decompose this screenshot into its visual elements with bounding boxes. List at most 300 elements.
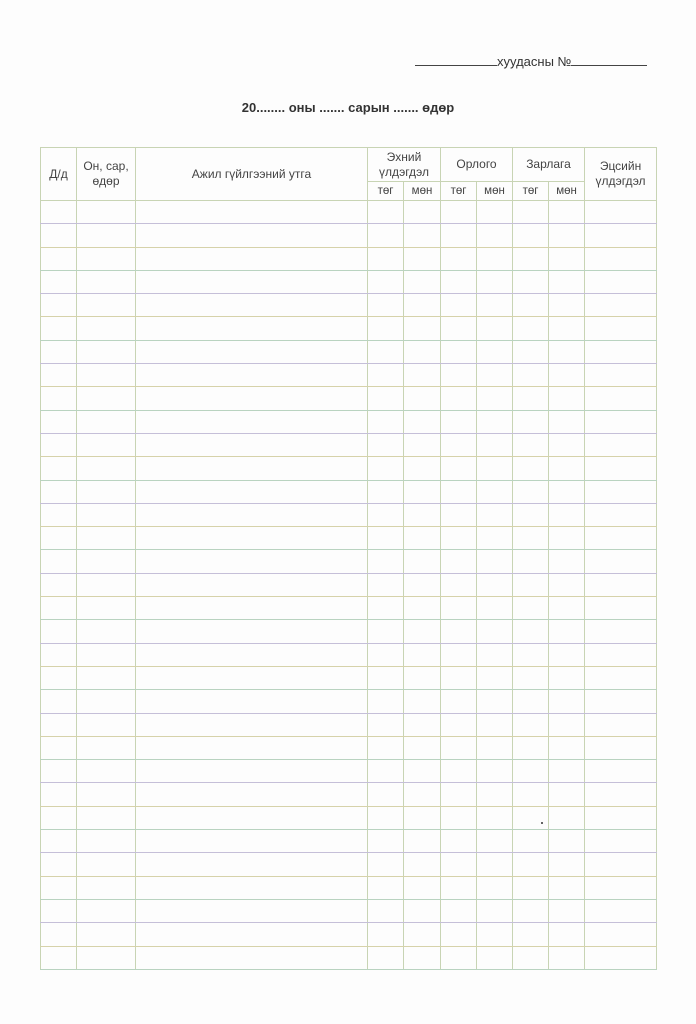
cell-opening-mungu[interactable] <box>404 690 441 713</box>
cell-date[interactable] <box>77 597 136 620</box>
cell-expense-tugrug[interactable] <box>513 270 549 293</box>
cell-opening-tugrug[interactable] <box>368 433 404 456</box>
cell-income-tugrug[interactable] <box>441 433 477 456</box>
cell-expense-tugrug[interactable] <box>513 713 549 736</box>
cell-description[interactable] <box>136 294 368 317</box>
cell-expense-tugrug[interactable] <box>513 247 549 270</box>
cell-description[interactable] <box>136 270 368 293</box>
cell-date[interactable] <box>77 247 136 270</box>
cell-expense-mungu[interactable] <box>549 666 585 689</box>
cell-date[interactable] <box>77 923 136 946</box>
cell-description[interactable] <box>136 597 368 620</box>
cell-income-mungu[interactable] <box>477 387 513 410</box>
cell-date[interactable] <box>77 830 136 853</box>
cell-expense-tugrug[interactable] <box>513 666 549 689</box>
cell-income-mungu[interactable] <box>477 760 513 783</box>
cell-opening-tugrug[interactable] <box>368 503 404 526</box>
cell-description[interactable] <box>136 690 368 713</box>
cell-expense-tugrug[interactable] <box>513 923 549 946</box>
cell-description[interactable] <box>136 340 368 363</box>
cell-closing-balance[interactable] <box>585 457 657 480</box>
cell-expense-mungu[interactable] <box>549 946 585 969</box>
cell-expense-mungu[interactable] <box>549 224 585 247</box>
cell-opening-mungu[interactable] <box>404 503 441 526</box>
cell-no[interactable] <box>41 317 77 340</box>
cell-expense-mungu[interactable] <box>549 573 585 596</box>
cell-opening-tugrug[interactable] <box>368 387 404 410</box>
cell-description[interactable] <box>136 643 368 666</box>
cell-date[interactable] <box>77 899 136 922</box>
cell-income-mungu[interactable] <box>477 690 513 713</box>
cell-income-tugrug[interactable] <box>441 527 477 550</box>
cell-date[interactable] <box>77 527 136 550</box>
cell-expense-tugrug[interactable] <box>513 853 549 876</box>
cell-opening-mungu[interactable] <box>404 387 441 410</box>
cell-income-mungu[interactable] <box>477 597 513 620</box>
cell-opening-mungu[interactable] <box>404 666 441 689</box>
cell-date[interactable] <box>77 643 136 666</box>
cell-opening-tugrug[interactable] <box>368 806 404 829</box>
cell-date[interactable] <box>77 201 136 224</box>
cell-description[interactable] <box>136 736 368 759</box>
cell-closing-balance[interactable] <box>585 923 657 946</box>
cell-income-mungu[interactable] <box>477 503 513 526</box>
cell-description[interactable] <box>136 573 368 596</box>
cell-expense-mungu[interactable] <box>549 270 585 293</box>
cell-no[interactable] <box>41 876 77 899</box>
cell-opening-mungu[interactable] <box>404 620 441 643</box>
cell-expense-tugrug[interactable] <box>513 387 549 410</box>
cell-no[interactable] <box>41 713 77 736</box>
cell-no[interactable] <box>41 387 77 410</box>
cell-expense-mungu[interactable] <box>549 201 585 224</box>
cell-expense-mungu[interactable] <box>549 783 585 806</box>
cell-no[interactable] <box>41 201 77 224</box>
cell-no[interactable] <box>41 643 77 666</box>
cell-opening-mungu[interactable] <box>404 597 441 620</box>
cell-expense-mungu[interactable] <box>549 806 585 829</box>
cell-income-tugrug[interactable] <box>441 690 477 713</box>
cell-expense-tugrug[interactable] <box>513 899 549 922</box>
cell-expense-tugrug[interactable] <box>513 340 549 363</box>
cell-no[interactable] <box>41 294 77 317</box>
cell-income-mungu[interactable] <box>477 946 513 969</box>
cell-date[interactable] <box>77 573 136 596</box>
cell-closing-balance[interactable] <box>585 853 657 876</box>
cell-income-tugrug[interactable] <box>441 620 477 643</box>
cell-no[interactable] <box>41 946 77 969</box>
cell-income-mungu[interactable] <box>477 340 513 363</box>
cell-opening-mungu[interactable] <box>404 643 441 666</box>
cell-closing-balance[interactable] <box>585 760 657 783</box>
cell-opening-tugrug[interactable] <box>368 666 404 689</box>
cell-income-mungu[interactable] <box>477 736 513 759</box>
cell-closing-balance[interactable] <box>585 690 657 713</box>
cell-description[interactable] <box>136 923 368 946</box>
cell-opening-mungu[interactable] <box>404 317 441 340</box>
cell-closing-balance[interactable] <box>585 247 657 270</box>
cell-expense-tugrug[interactable] <box>513 410 549 433</box>
cell-closing-balance[interactable] <box>585 294 657 317</box>
cell-income-mungu[interactable] <box>477 899 513 922</box>
cell-no[interactable] <box>41 340 77 363</box>
cell-closing-balance[interactable] <box>585 201 657 224</box>
cell-date[interactable] <box>77 364 136 387</box>
cell-date[interactable] <box>77 410 136 433</box>
cell-closing-balance[interactable] <box>585 224 657 247</box>
cell-expense-tugrug[interactable] <box>513 620 549 643</box>
cell-description[interactable] <box>136 317 368 340</box>
cell-opening-tugrug[interactable] <box>368 923 404 946</box>
cell-opening-tugrug[interactable] <box>368 830 404 853</box>
cell-income-tugrug[interactable] <box>441 503 477 526</box>
cell-expense-mungu[interactable] <box>549 247 585 270</box>
cell-opening-mungu[interactable] <box>404 736 441 759</box>
cell-income-mungu[interactable] <box>477 620 513 643</box>
cell-no[interactable] <box>41 923 77 946</box>
cell-closing-balance[interactable] <box>585 573 657 596</box>
cell-closing-balance[interactable] <box>585 503 657 526</box>
cell-description[interactable] <box>136 666 368 689</box>
cell-income-tugrug[interactable] <box>441 736 477 759</box>
cell-opening-tugrug[interactable] <box>368 480 404 503</box>
cell-opening-tugrug[interactable] <box>368 620 404 643</box>
cell-opening-mungu[interactable] <box>404 713 441 736</box>
cell-closing-balance[interactable] <box>585 899 657 922</box>
cell-no[interactable] <box>41 573 77 596</box>
cell-expense-mungu[interactable] <box>549 923 585 946</box>
cell-date[interactable] <box>77 806 136 829</box>
cell-income-mungu[interactable] <box>477 317 513 340</box>
cell-opening-tugrug[interactable] <box>368 247 404 270</box>
cell-income-mungu[interactable] <box>477 573 513 596</box>
cell-expense-mungu[interactable] <box>549 527 585 550</box>
cell-income-tugrug[interactable] <box>441 713 477 736</box>
cell-opening-tugrug[interactable] <box>368 457 404 480</box>
cell-no[interactable] <box>41 550 77 573</box>
cell-expense-mungu[interactable] <box>549 317 585 340</box>
cell-closing-balance[interactable] <box>585 783 657 806</box>
cell-expense-tugrug[interactable] <box>513 201 549 224</box>
cell-no[interactable] <box>41 480 77 503</box>
cell-no[interactable] <box>41 620 77 643</box>
cell-opening-mungu[interactable] <box>404 270 441 293</box>
cell-income-mungu[interactable] <box>477 830 513 853</box>
cell-opening-tugrug[interactable] <box>368 876 404 899</box>
cell-income-tugrug[interactable] <box>441 550 477 573</box>
cell-description[interactable] <box>136 433 368 456</box>
cell-expense-tugrug[interactable] <box>513 503 549 526</box>
cell-income-tugrug[interactable] <box>441 760 477 783</box>
cell-income-mungu[interactable] <box>477 201 513 224</box>
cell-expense-tugrug[interactable] <box>513 457 549 480</box>
cell-income-tugrug[interactable] <box>441 876 477 899</box>
cell-expense-mungu[interactable] <box>549 480 585 503</box>
cell-income-tugrug[interactable] <box>441 853 477 876</box>
cell-income-tugrug[interactable] <box>441 643 477 666</box>
cell-description[interactable] <box>136 387 368 410</box>
cell-date[interactable] <box>77 876 136 899</box>
cell-opening-tugrug[interactable] <box>368 201 404 224</box>
cell-no[interactable] <box>41 270 77 293</box>
cell-opening-mungu[interactable] <box>404 830 441 853</box>
cell-description[interactable] <box>136 247 368 270</box>
cell-opening-tugrug[interactable] <box>368 690 404 713</box>
cell-date[interactable] <box>77 783 136 806</box>
cell-income-mungu[interactable] <box>477 713 513 736</box>
cell-expense-mungu[interactable] <box>549 294 585 317</box>
cell-opening-mungu[interactable] <box>404 247 441 270</box>
cell-description[interactable] <box>136 527 368 550</box>
cell-opening-mungu[interactable] <box>404 876 441 899</box>
cell-expense-tugrug[interactable] <box>513 760 549 783</box>
cell-opening-mungu[interactable] <box>404 480 441 503</box>
cell-date[interactable] <box>77 294 136 317</box>
cell-income-tugrug[interactable] <box>441 317 477 340</box>
cell-no[interactable] <box>41 830 77 853</box>
cell-expense-mungu[interactable] <box>549 364 585 387</box>
cell-income-mungu[interactable] <box>477 806 513 829</box>
cell-income-tugrug[interactable] <box>441 387 477 410</box>
cell-no[interactable] <box>41 760 77 783</box>
cell-opening-tugrug[interactable] <box>368 643 404 666</box>
cell-description[interactable] <box>136 457 368 480</box>
cell-opening-mungu[interactable] <box>404 946 441 969</box>
cell-income-tugrug[interactable] <box>441 294 477 317</box>
cell-expense-mungu[interactable] <box>549 690 585 713</box>
cell-expense-tugrug[interactable] <box>513 597 549 620</box>
cell-opening-mungu[interactable] <box>404 340 441 363</box>
cell-income-mungu[interactable] <box>477 457 513 480</box>
cell-date[interactable] <box>77 853 136 876</box>
cell-opening-mungu[interactable] <box>404 410 441 433</box>
cell-expense-mungu[interactable] <box>549 550 585 573</box>
cell-no[interactable] <box>41 364 77 387</box>
cell-no[interactable] <box>41 527 77 550</box>
cell-opening-mungu[interactable] <box>404 760 441 783</box>
cell-opening-tugrug[interactable] <box>368 270 404 293</box>
cell-expense-tugrug[interactable] <box>513 876 549 899</box>
cell-closing-balance[interactable] <box>585 550 657 573</box>
cell-opening-mungu[interactable] <box>404 550 441 573</box>
cell-expense-mungu[interactable] <box>549 387 585 410</box>
cell-opening-tugrug[interactable] <box>368 946 404 969</box>
cell-date[interactable] <box>77 433 136 456</box>
cell-opening-mungu[interactable] <box>404 923 441 946</box>
cell-income-tugrug[interactable] <box>441 247 477 270</box>
cell-no[interactable] <box>41 853 77 876</box>
cell-opening-tugrug[interactable] <box>368 760 404 783</box>
cell-income-mungu[interactable] <box>477 364 513 387</box>
cell-description[interactable] <box>136 201 368 224</box>
cell-no[interactable] <box>41 224 77 247</box>
cell-date[interactable] <box>77 690 136 713</box>
cell-closing-balance[interactable] <box>585 876 657 899</box>
cell-date[interactable] <box>77 666 136 689</box>
cell-date[interactable] <box>77 224 136 247</box>
cell-income-tugrug[interactable] <box>441 457 477 480</box>
cell-no[interactable] <box>41 433 77 456</box>
cell-closing-balance[interactable] <box>585 666 657 689</box>
cell-income-mungu[interactable] <box>477 224 513 247</box>
cell-expense-mungu[interactable] <box>549 876 585 899</box>
cell-opening-mungu[interactable] <box>404 853 441 876</box>
cell-opening-mungu[interactable] <box>404 783 441 806</box>
cell-opening-mungu[interactable] <box>404 294 441 317</box>
cell-expense-tugrug[interactable] <box>513 736 549 759</box>
cell-expense-mungu[interactable] <box>549 410 585 433</box>
cell-expense-tugrug[interactable] <box>513 830 549 853</box>
cell-closing-balance[interactable] <box>585 643 657 666</box>
cell-expense-tugrug[interactable] <box>513 317 549 340</box>
cell-closing-balance[interactable] <box>585 270 657 293</box>
cell-opening-tugrug[interactable] <box>368 294 404 317</box>
cell-date[interactable] <box>77 270 136 293</box>
cell-closing-balance[interactable] <box>585 387 657 410</box>
cell-opening-tugrug[interactable] <box>368 410 404 433</box>
cell-no[interactable] <box>41 666 77 689</box>
cell-opening-tugrug[interactable] <box>368 527 404 550</box>
cell-income-tugrug[interactable] <box>441 923 477 946</box>
cell-income-mungu[interactable] <box>477 643 513 666</box>
cell-date[interactable] <box>77 713 136 736</box>
cell-expense-tugrug[interactable] <box>513 946 549 969</box>
cell-description[interactable] <box>136 946 368 969</box>
cell-description[interactable] <box>136 503 368 526</box>
cell-expense-mungu[interactable] <box>549 853 585 876</box>
cell-date[interactable] <box>77 457 136 480</box>
cell-closing-balance[interactable] <box>585 433 657 456</box>
cell-date[interactable] <box>77 503 136 526</box>
cell-closing-balance[interactable] <box>585 620 657 643</box>
cell-no[interactable] <box>41 503 77 526</box>
cell-opening-mungu[interactable] <box>404 433 441 456</box>
cell-opening-mungu[interactable] <box>404 224 441 247</box>
cell-no[interactable] <box>41 457 77 480</box>
cell-date[interactable] <box>77 550 136 573</box>
cell-income-tugrug[interactable] <box>441 806 477 829</box>
cell-date[interactable] <box>77 387 136 410</box>
cell-income-tugrug[interactable] <box>441 666 477 689</box>
cell-closing-balance[interactable] <box>585 713 657 736</box>
cell-closing-balance[interactable] <box>585 946 657 969</box>
cell-opening-tugrug[interactable] <box>368 317 404 340</box>
cell-opening-tugrug[interactable] <box>368 597 404 620</box>
cell-expense-mungu[interactable] <box>549 620 585 643</box>
cell-income-mungu[interactable] <box>477 480 513 503</box>
page-number-blank-right[interactable] <box>571 54 647 66</box>
cell-expense-tugrug[interactable] <box>513 550 549 573</box>
cell-description[interactable] <box>136 550 368 573</box>
cell-expense-tugrug[interactable] <box>513 224 549 247</box>
cell-opening-tugrug[interactable] <box>368 364 404 387</box>
cell-opening-tugrug[interactable] <box>368 713 404 736</box>
cell-date[interactable] <box>77 946 136 969</box>
cell-no[interactable] <box>41 690 77 713</box>
cell-income-mungu[interactable] <box>477 923 513 946</box>
cell-closing-balance[interactable] <box>585 410 657 433</box>
cell-income-tugrug[interactable] <box>441 201 477 224</box>
cell-expense-mungu[interactable] <box>549 713 585 736</box>
cell-closing-balance[interactable] <box>585 736 657 759</box>
cell-income-mungu[interactable] <box>477 527 513 550</box>
cell-opening-mungu[interactable] <box>404 527 441 550</box>
cell-income-tugrug[interactable] <box>441 899 477 922</box>
cell-expense-tugrug[interactable] <box>513 643 549 666</box>
cell-no[interactable] <box>41 783 77 806</box>
cell-income-tugrug[interactable] <box>441 224 477 247</box>
cell-closing-balance[interactable] <box>585 340 657 363</box>
cell-income-tugrug[interactable] <box>441 830 477 853</box>
cell-income-mungu[interactable] <box>477 550 513 573</box>
cell-income-mungu[interactable] <box>477 294 513 317</box>
cell-income-mungu[interactable] <box>477 410 513 433</box>
cell-income-mungu[interactable] <box>477 270 513 293</box>
cell-closing-balance[interactable] <box>585 806 657 829</box>
cell-expense-mungu[interactable] <box>549 433 585 456</box>
cell-date[interactable] <box>77 480 136 503</box>
cell-expense-mungu[interactable] <box>549 643 585 666</box>
cell-expense-mungu[interactable] <box>549 340 585 363</box>
cell-expense-mungu[interactable] <box>549 736 585 759</box>
cell-no[interactable] <box>41 806 77 829</box>
cell-expense-mungu[interactable] <box>549 899 585 922</box>
cell-description[interactable] <box>136 620 368 643</box>
cell-income-tugrug[interactable] <box>441 364 477 387</box>
cell-description[interactable] <box>136 806 368 829</box>
cell-no[interactable] <box>41 899 77 922</box>
cell-income-tugrug[interactable] <box>441 946 477 969</box>
cell-closing-balance[interactable] <box>585 364 657 387</box>
cell-income-tugrug[interactable] <box>441 340 477 363</box>
cell-expense-mungu[interactable] <box>549 457 585 480</box>
cell-income-mungu[interactable] <box>477 433 513 456</box>
cell-income-tugrug[interactable] <box>441 573 477 596</box>
cell-no[interactable] <box>41 736 77 759</box>
cell-income-tugrug[interactable] <box>441 270 477 293</box>
cell-date[interactable] <box>77 340 136 363</box>
cell-description[interactable] <box>136 853 368 876</box>
cell-income-mungu[interactable] <box>477 247 513 270</box>
cell-opening-mungu[interactable] <box>404 899 441 922</box>
cell-description[interactable] <box>136 876 368 899</box>
cell-description[interactable] <box>136 713 368 736</box>
cell-description[interactable] <box>136 364 368 387</box>
cell-opening-tugrug[interactable] <box>368 224 404 247</box>
cell-closing-balance[interactable] <box>585 480 657 503</box>
cell-expense-tugrug[interactable] <box>513 527 549 550</box>
cell-description[interactable] <box>136 760 368 783</box>
cell-income-tugrug[interactable] <box>441 480 477 503</box>
cell-date[interactable] <box>77 620 136 643</box>
cell-opening-tugrug[interactable] <box>368 899 404 922</box>
cell-opening-mungu[interactable] <box>404 364 441 387</box>
cell-expense-mungu[interactable] <box>549 760 585 783</box>
cell-closing-balance[interactable] <box>585 527 657 550</box>
cell-income-mungu[interactable] <box>477 783 513 806</box>
cell-description[interactable] <box>136 410 368 433</box>
cell-closing-balance[interactable] <box>585 317 657 340</box>
cell-expense-tugrug[interactable] <box>513 690 549 713</box>
cell-date[interactable] <box>77 317 136 340</box>
cell-opening-mungu[interactable] <box>404 201 441 224</box>
cell-expense-tugrug[interactable] <box>513 294 549 317</box>
cell-description[interactable] <box>136 899 368 922</box>
cell-date[interactable] <box>77 736 136 759</box>
cell-expense-tugrug[interactable] <box>513 806 549 829</box>
cell-opening-tugrug[interactable] <box>368 573 404 596</box>
cell-opening-tugrug[interactable] <box>368 853 404 876</box>
